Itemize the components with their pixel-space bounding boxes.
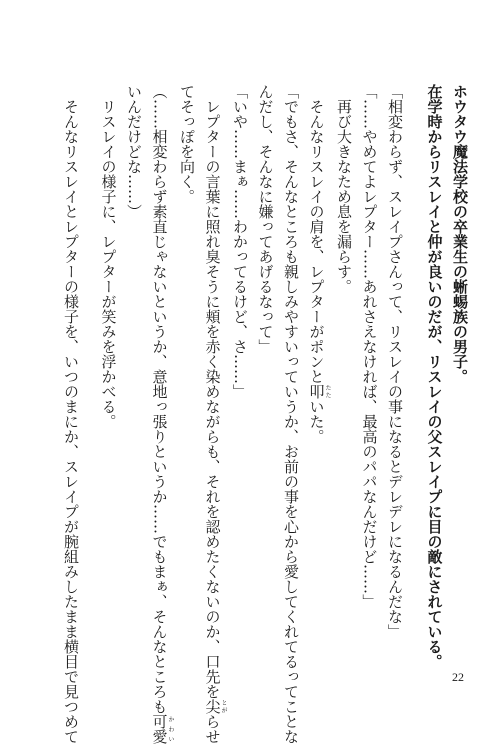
body-line-12: リスレイの様子に、レプターが笑みを浮かべる。 [99, 84, 118, 429]
body-line-6: んだし、そんなに嫌ってあげるなって」 [256, 84, 275, 354]
body-line-4: そんなリスレイの肩を、レプターがポンと叩たたいた。 [307, 84, 331, 444]
body-line-2: 「……やめてよレプター……あれさえなければ、最高のパパなんだけど……」 [360, 84, 379, 609]
heading-line-2: 在学時からリスレイと仲が良いのだが、リスレイの父スレイプに目の敵にされている。 [425, 84, 444, 669]
heading-line-1: ホウタウ魔法学校の卒業生の蜥蜴族の男子。 [451, 84, 469, 384]
furigana-word: 尖とが [203, 699, 227, 714]
body-line-3: 再び大きなため息を漏らす。 [335, 84, 353, 294]
furigana-reading: たた [324, 384, 331, 399]
body-line-5: 「でもさ、そんなところも親しみやすいっていうか、お前の事を心から愛してくれてるってことな [282, 84, 300, 744]
body-line-1: 「相変わらず、スレイプさんって、リスレイの事になるとデレデレになるんだな」 [386, 84, 404, 639]
furigana-word: 可愛かわい [150, 714, 174, 744]
body-line-9: てそっぽを向く。 [178, 84, 196, 204]
furigana-reading: かわい [167, 714, 174, 744]
body-line-8: レプターの言葉に照れ臭そうに頬を赤く染めながらも、それを認めたくないのか、口先を尖とがらせ [203, 84, 227, 744]
furigana-word: 叩たた [307, 384, 331, 399]
vertical-text-block [52, 84, 472, 744]
body-line-10: （……相変わらず素直じゃないというか、意地っ張りというか……でもまぁ、そんなところも可愛かわい [150, 84, 174, 744]
page-number: 22 [452, 670, 464, 684]
body-line-11: いんだけどな……） [125, 84, 143, 219]
body-line-7: 「いや……まぁ……わかってるけど、さ……」 [231, 84, 249, 399]
furigana-reading: とが [220, 699, 227, 714]
body-line-13: そんなリスレイとレプターの様子を、いつのまにか、スレイプが腕組みしたまま横目で見つめて [62, 84, 80, 744]
